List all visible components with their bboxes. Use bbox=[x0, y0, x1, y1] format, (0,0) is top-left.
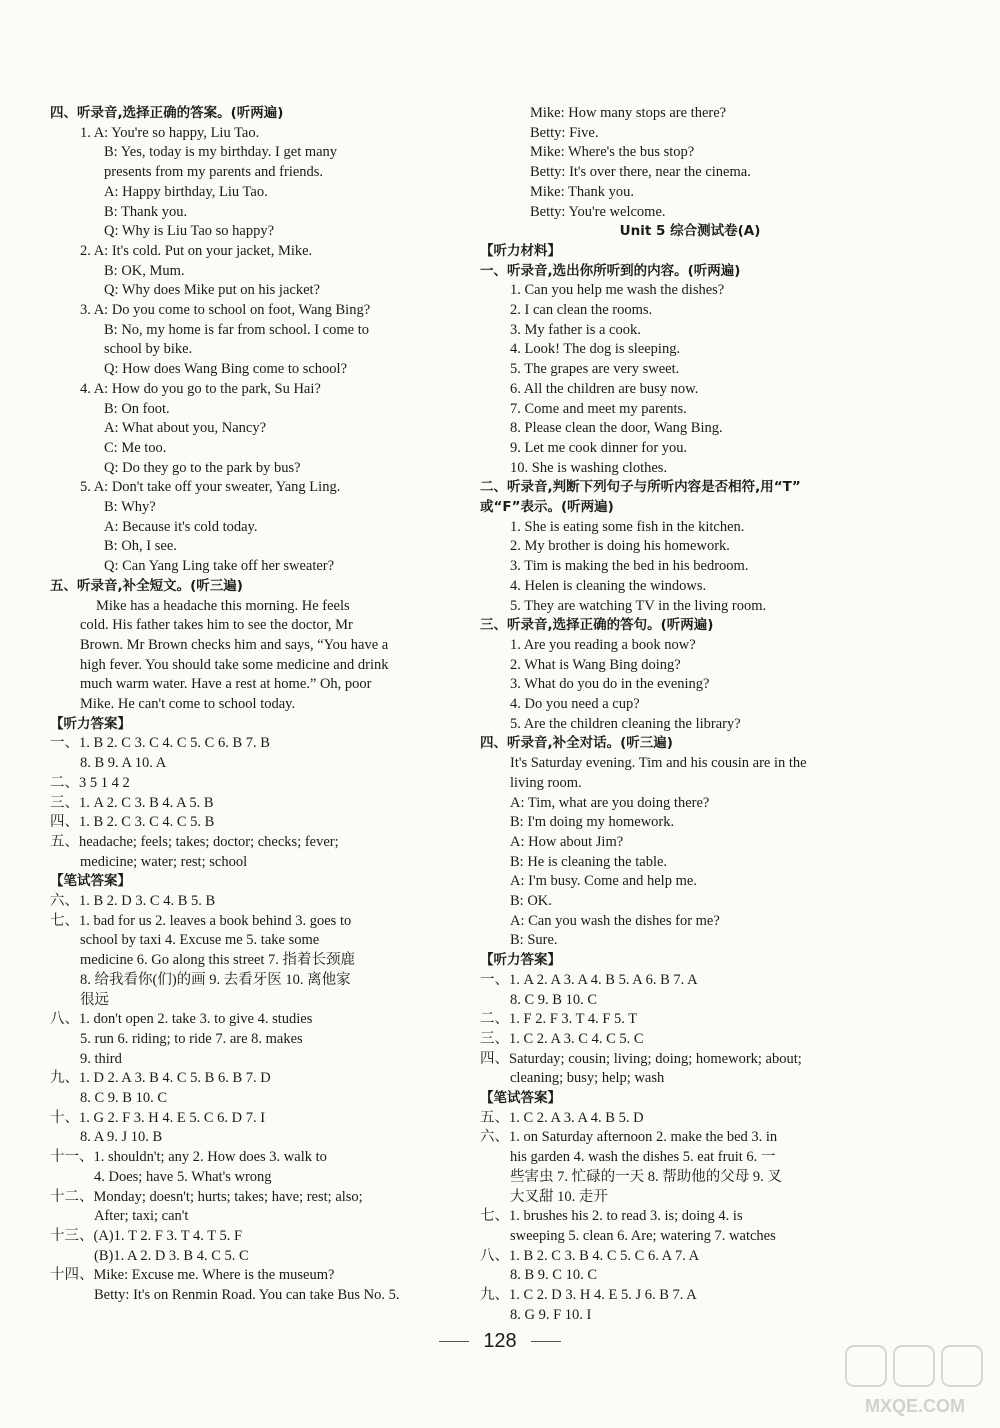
text-line: C: Me too. bbox=[104, 439, 167, 456]
text-line: Mike: Thank you. bbox=[530, 183, 635, 200]
text-line: 三、听录音,选择正确的答句。(听两遍) bbox=[480, 617, 714, 634]
text-line: 2. My brother is doing his homework. bbox=[510, 538, 730, 555]
text-line: 3. Tim is making the bed in his bedroom. bbox=[510, 558, 749, 575]
text-line: Betty: Five. bbox=[530, 124, 599, 141]
text-line: 一、听录音,选出你所听到的内容。(听两遍) bbox=[480, 262, 741, 279]
text-line: 5. They are watching TV in the living room. bbox=[510, 597, 767, 614]
text-line: presents from my parents and friends. bbox=[104, 164, 324, 181]
text-line: B: OK, Mum. bbox=[104, 262, 185, 279]
text-line: 3. What do you do in the evening? bbox=[510, 676, 710, 693]
text-line: 7. Come and meet my parents. bbox=[510, 400, 687, 417]
text-line: Q: How does Wang Bing come to school? bbox=[104, 361, 348, 378]
text-line: 四、Saturday; cousin; living; doing; homework; about; bbox=[480, 1050, 802, 1067]
text-line: 8. G 9. F 10. I bbox=[510, 1306, 592, 1323]
text-line: 3. A: Do you come to school on foot, Wang Bing? bbox=[80, 302, 371, 318]
text-line: A: How about Jim? bbox=[510, 833, 624, 850]
text-line: 2. I can clean the rooms. bbox=[510, 302, 653, 318]
text-line: 【听力答案】 bbox=[480, 952, 561, 969]
text-line: 二、听录音,判断下列句子与所听内容是否相符,用“T” bbox=[480, 479, 801, 496]
text-line: B: Oh, I see. bbox=[104, 538, 177, 555]
text-line: 8. C 9. B 10. C bbox=[80, 1090, 168, 1106]
svg-text:MXQE.COM: MXQE.COM bbox=[864, 1396, 966, 1416]
text-line: Betty: You're welcome. bbox=[530, 203, 666, 220]
page-number: 128 bbox=[0, 1330, 1000, 1353]
text-line: 1. A: You're so happy, Liu Tao. bbox=[80, 124, 260, 141]
text-line: 1. Can you help me wash the dishes? bbox=[510, 282, 725, 299]
text-line: Q: Do they go to the park by bus? bbox=[104, 459, 301, 476]
text-line: 8. B 9. C 10. C bbox=[510, 1267, 598, 1284]
text-line: 1. Are you reading a book now? bbox=[510, 636, 696, 653]
text-line: 5. run 6. riding; to ride 7. are 8. makes bbox=[80, 1030, 303, 1047]
text-line: Q: Why does Mike put on his jacket? bbox=[104, 282, 320, 299]
text-line: 1. She is eating some fish in the kitchen. bbox=[510, 518, 745, 535]
text-line: 2. A: It's cold. Put on your jacket, Mike. bbox=[80, 242, 313, 259]
text-line: 五、听录音,补全短文。(听三遍) bbox=[50, 577, 243, 594]
text-line: 九、1. C 2. D 3. H 4. E 5. J 6. B 7. A bbox=[480, 1287, 697, 1303]
text-line: 10. She is washing clothes. bbox=[510, 459, 668, 476]
text-line: 很远 bbox=[80, 991, 109, 1008]
text-line: cleaning; busy; help; wash bbox=[510, 1070, 665, 1087]
text-line: A: Because it's cold today. bbox=[104, 518, 258, 535]
text-line: 【笔试答案】 bbox=[480, 1090, 561, 1106]
text-line: 5. Are the children cleaning the library? bbox=[510, 715, 741, 732]
text-line: Mike: How many stops are there? bbox=[530, 105, 727, 121]
text-line: B: Yes, today is my birthday. I get many bbox=[104, 144, 338, 161]
text-line: cold. His father takes him to see the doctor, Mr bbox=[80, 617, 353, 634]
text-line: Betty: It's on Renmin Road. You can take Bus No. 5. bbox=[94, 1287, 400, 1303]
text-line: A: Can you wash the dishes for me? bbox=[510, 912, 720, 929]
text-line: 七、1. brushes his 2. to read 3. is; doing 4. is bbox=[480, 1208, 743, 1225]
text-line: B: Why? bbox=[104, 499, 156, 515]
text-line: B: I'm doing my homework. bbox=[510, 814, 675, 831]
text-line: It's Saturday evening. Tim and his cousin are in the bbox=[510, 755, 807, 772]
text-line: 五、headache; feels; takes; doctor; checks; fever; bbox=[50, 833, 339, 850]
text-line: Brown. Mr Brown checks him and says, “You have a bbox=[80, 636, 389, 653]
text-line: 十、1. G 2. F 3. H 4. E 5. C 6. D 7. I bbox=[50, 1109, 266, 1126]
text-line: Q: Can Yang Ling take off her sweater? bbox=[104, 558, 335, 575]
text-line: 【听力材料】 bbox=[480, 242, 561, 259]
text-line: B: He is cleaning the table. bbox=[510, 853, 668, 870]
text-line: 8. Please clean the door, Wang Bing. bbox=[510, 420, 723, 437]
text-line: 七、1. bad for us 2. leaves a book behind 3. goes to bbox=[50, 912, 352, 929]
text-line: 3. My father is a cook. bbox=[510, 321, 641, 338]
text-line: 【笔试答案】 bbox=[50, 873, 131, 890]
text-line: medicine 6. Go along this street 7. 指着长颈鹿 bbox=[80, 952, 356, 969]
text-line: 8. C 9. B 10. C bbox=[510, 991, 598, 1008]
text-line: 9. Let me cook dinner for you. bbox=[510, 439, 688, 456]
text-line: Mike. He can't come to school today. bbox=[80, 696, 296, 712]
text-line: 十一、1. shouldn't; any 2. How does 3. walk to bbox=[50, 1149, 327, 1166]
text-line: B: Sure. bbox=[510, 932, 558, 949]
text-line: Unit 5 综合测试卷(A) bbox=[619, 223, 761, 240]
text-line: 8. A 9. J 10. B bbox=[80, 1129, 163, 1146]
text-line: medicine; water; rest; school bbox=[80, 853, 248, 870]
text-line: 十四、Mike: Excuse me. Where is the museum? bbox=[50, 1267, 335, 1284]
text-line: 4. Helen is cleaning the windows. bbox=[510, 577, 707, 594]
text-line: 8. B 9. A 10. A bbox=[80, 755, 167, 772]
text-line: 十二、Monday; doesn't; hurts; takes; have; rest; also; bbox=[50, 1188, 363, 1205]
text-line: A: I'm busy. Come and help me. bbox=[510, 873, 697, 890]
text-line: 6. All the children are busy now. bbox=[510, 380, 699, 397]
text-line: high fever. You should take some medicine and drink bbox=[80, 656, 389, 673]
text-line: 一、1. B 2. C 3. C 4. C 5. C 6. B 7. B bbox=[50, 735, 270, 752]
text-line: B: OK. bbox=[510, 893, 552, 909]
text-line: 八、1. B 2. C 3. B 4. C 5. C 6. A 7. A bbox=[480, 1247, 700, 1264]
text-line: B: On foot. bbox=[104, 400, 170, 417]
text-line: Mike has a headache this morning. He feels bbox=[96, 597, 350, 614]
text-line: 四、1. B 2. C 3. C 4. C 5. B bbox=[50, 814, 215, 831]
text-line: 些害虫 7. 忙碌的一天 8. 帮助他的父母 9. 叉 bbox=[510, 1168, 782, 1185]
text-line: 8. 给我看你(们)的画 9. 去看牙医 10. 离他家 bbox=[80, 971, 351, 988]
text-line: much warm water. Have a rest at home.” Oh, poor bbox=[80, 676, 372, 693]
text-line: 四、听录音,补全对话。(听三遍) bbox=[480, 735, 673, 752]
text-line: 或“F”表示。(听两遍) bbox=[480, 499, 614, 515]
text-line: A: Tim, what are you doing there? bbox=[510, 794, 710, 811]
text-line: Q: Why is Liu Tao so happy? bbox=[104, 223, 275, 240]
text-line: 4. Does; have 5. What's wrong bbox=[94, 1168, 272, 1185]
text-line: 【听力答案】 bbox=[50, 715, 131, 732]
text-line: Betty: It's over there, near the cinema. bbox=[530, 164, 751, 181]
text-line: school by bike. bbox=[104, 341, 193, 358]
text-line: 十三、(A)1. T 2. F 3. T 4. T 5. F bbox=[50, 1227, 243, 1244]
watermark-logo bbox=[840, 1340, 990, 1420]
text-line: 三、1. A 2. C 3. B 4. A 5. B bbox=[50, 794, 214, 811]
text-line: 六、1. on Saturday afternoon 2. make the bed 3. in bbox=[480, 1129, 778, 1146]
text-line: 四、听录音,选择正确的答案。(听两遍) bbox=[50, 105, 284, 121]
text-line: sweeping 5. clean 6. Are; watering 7. watches bbox=[510, 1227, 776, 1244]
text-line: After; taxi; can't bbox=[94, 1208, 189, 1225]
text-line: his garden 4. wash the dishes 5. eat fruit 6. 一 bbox=[510, 1149, 776, 1166]
text-line: (B)1. A 2. D 3. B 4. C 5. C bbox=[94, 1247, 249, 1264]
text-line: 4. Look! The dog is sleeping. bbox=[510, 341, 681, 358]
text-line: B: No, my home is far from school. I come to bbox=[104, 321, 369, 338]
text-line: 2. What is Wang Bing doing? bbox=[510, 656, 681, 673]
text-line: 一、1. A 2. A 3. A 4. B 5. A 6. B 7. A bbox=[480, 971, 698, 988]
text-line: 八、1. don't open 2. take 3. to give 4. studies bbox=[50, 1011, 313, 1028]
text-line: 4. A: How do you go to the park, Su Hai? bbox=[80, 380, 321, 397]
text-line: 三、1. C 2. A 3. C 4. C 5. C bbox=[480, 1030, 644, 1047]
text-line: Mike: Where's the bus stop? bbox=[530, 144, 695, 161]
text-line: 九、1. D 2. A 3. B 4. C 5. B 6. B 7. D bbox=[50, 1070, 271, 1087]
text-line: 4. Do you need a cup? bbox=[510, 696, 640, 712]
text-line: school by taxi 4. Excuse me 5. take some bbox=[80, 932, 320, 949]
text-line: 二、3 5 1 4 2 bbox=[50, 774, 130, 791]
text-line: 9. third bbox=[80, 1050, 122, 1067]
text-line: B: Thank you. bbox=[104, 203, 188, 220]
text-line: 大叉甜 10. 走开 bbox=[510, 1188, 608, 1205]
text-line: 六、1. B 2. D 3. C 4. B 5. B bbox=[50, 893, 216, 909]
text-line: A: What about you, Nancy? bbox=[104, 420, 267, 437]
text-line: A: Happy birthday, Liu Tao. bbox=[104, 183, 268, 200]
text-line: 五、1. C 2. A 3. A 4. B 5. D bbox=[480, 1109, 644, 1126]
text-line: living room. bbox=[510, 774, 582, 791]
text-line: 5. A: Don't take off your sweater, Yang Ling. bbox=[80, 479, 341, 496]
text-line: 5. The grapes are very sweet. bbox=[510, 361, 680, 378]
text-line: 二、1. F 2. F 3. T 4. F 5. T bbox=[480, 1011, 638, 1028]
